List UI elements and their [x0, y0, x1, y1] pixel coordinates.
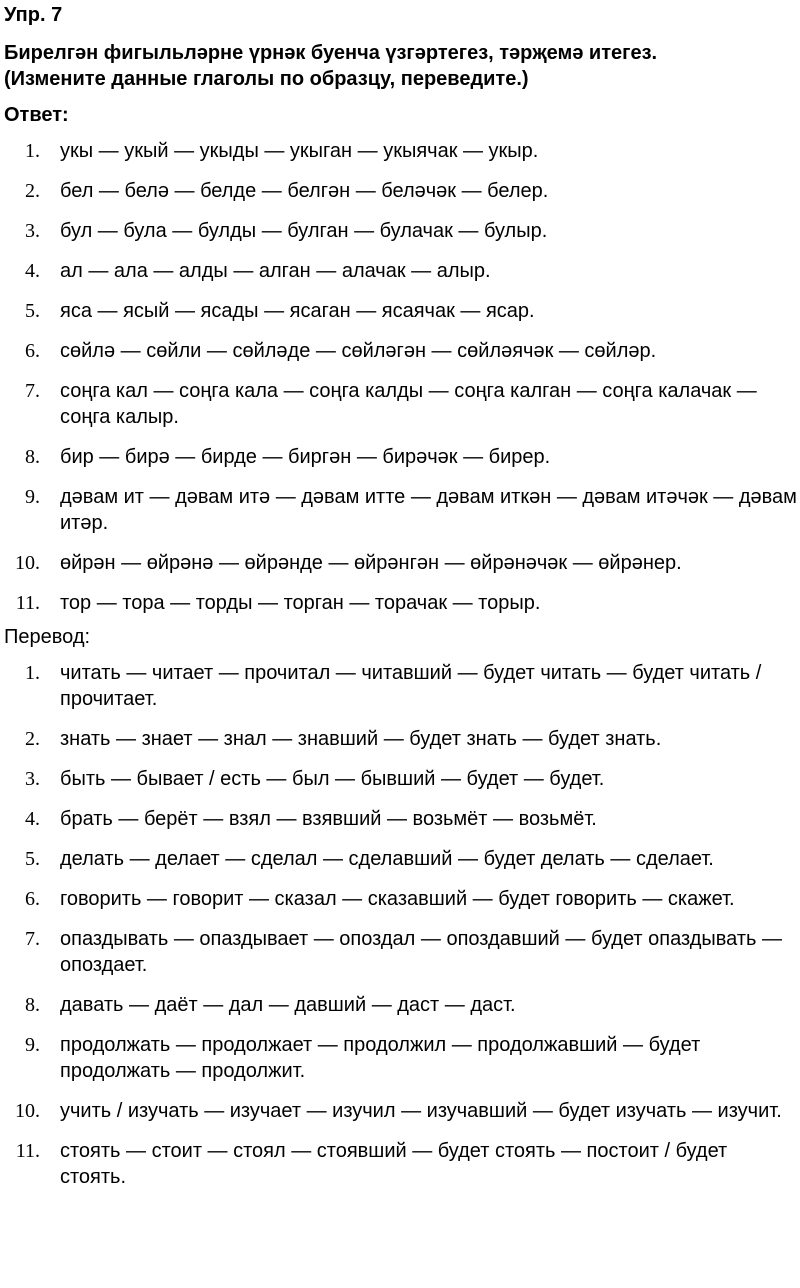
- translation-list: [4, 660, 798, 1190]
- item-text: укы — укый — укыды — укыган — укыячак — укыр.: [60, 140, 539, 162]
- translation-item: [4, 1098, 798, 1124]
- translation-item: [4, 886, 798, 912]
- item-number: 11.: [15, 1140, 40, 1162]
- item-text: яса — ясый — ясады — ясаган — ясаячак — ясар.: [60, 300, 535, 322]
- answer-list: [4, 138, 798, 616]
- answer-item: [4, 338, 798, 364]
- item-number: 10.: [15, 1100, 40, 1122]
- translation-item: [4, 926, 798, 978]
- item-number: 3.: [25, 768, 40, 790]
- item-text: бул — була — булды — булган — булачак — булыр.: [60, 220, 548, 242]
- item-number: 1.: [25, 662, 40, 684]
- task-instructions: [4, 40, 798, 92]
- item-text: тор — тора — торды — торган — торачак — торыр.: [60, 592, 541, 614]
- item-text: соңга кал — соңга кала — соңга калды — соңга калган — соңга калачак — соңга калыр.: [60, 380, 757, 428]
- translation-heading: Перевод:: [4, 626, 91, 648]
- item-text: стоять — стоит — стоял — стоявший — будет стоять — постоит / будет стоять.: [60, 1140, 728, 1188]
- item-number: 3.: [25, 220, 40, 242]
- answer-item: [4, 298, 798, 324]
- item-number: 4.: [25, 808, 40, 830]
- item-number: 2.: [25, 728, 40, 750]
- item-number: 11.: [15, 592, 40, 614]
- answer-item: [4, 178, 798, 204]
- answer-item: [4, 218, 798, 244]
- item-text: бир — бирә — бирде — биргән — бирәчәк — бирер.: [60, 446, 551, 468]
- answer-item: [4, 378, 798, 430]
- item-text: давать — даёт — дал — давший — даст — даст.: [60, 994, 516, 1016]
- item-number: 8.: [25, 994, 40, 1016]
- item-text: брать — берёт — взял — взявший — возьмёт — возьмёт.: [60, 808, 597, 830]
- translation-item: [4, 726, 798, 752]
- item-number: 7.: [25, 380, 40, 402]
- translation-item: [4, 660, 798, 712]
- item-number: 6.: [25, 340, 40, 362]
- answer-item: [4, 590, 798, 616]
- translation-item: [4, 806, 798, 832]
- item-text: дәвам ит — дәвам итә — дәвам итте — дәвам иткән — дәвам итәчәк — дәвам итәр.: [60, 486, 797, 534]
- item-number: 5.: [25, 300, 40, 322]
- item-number: 1.: [25, 140, 40, 162]
- item-text: өйрән — өйрәнә — өйрәнде — өйрәнгән — өйрәнәчәк — өйрәнер.: [60, 552, 682, 574]
- answer-item: [4, 484, 798, 536]
- item-text: ал — ала — алды — алган — алачак — алыр.: [60, 260, 491, 282]
- item-text: знать — знает — знал — знавший — будет знать — будет знать.: [60, 728, 662, 750]
- translation-item: [4, 766, 798, 792]
- item-text: делать — делает — сделал — сделавший — будет делать — сделает.: [60, 848, 714, 870]
- item-number: 8.: [25, 446, 40, 468]
- item-number: 2.: [25, 180, 40, 202]
- item-text: бел — белә — белде — белгән — беләчәк — белер.: [60, 180, 549, 202]
- exercise-title: Упр. 7: [4, 4, 63, 26]
- answer-heading: Ответ:: [4, 104, 69, 126]
- answer-item: [4, 550, 798, 576]
- item-number: 4.: [25, 260, 40, 282]
- item-text: продолжать — продолжает — продолжил — продолжавший — будет продолжать — продолжит.: [60, 1034, 701, 1082]
- translation-item: [4, 846, 798, 872]
- item-number: 7.: [25, 928, 40, 950]
- answer-item: [4, 258, 798, 284]
- item-text: опаздывать — опаздывает — опоздал — опоздавший — будет опаздывать — опоздает.: [60, 928, 782, 976]
- item-number: 6.: [25, 888, 40, 910]
- answer-item: [4, 444, 798, 470]
- item-text: быть — бывает / есть — был — бывший — будет — будет.: [60, 768, 605, 790]
- item-number: 9.: [25, 486, 40, 508]
- item-text: сөйлә — сөйли — сөйләде — сөйләгән — сөйләячәк — сөйләр.: [60, 340, 657, 362]
- item-text: говорить — говорит — сказал — сказавший — будет говорить — скажет.: [60, 888, 735, 910]
- item-text: читать — читает — прочитал — читавший — будет читать — будет читать / прочитает.: [60, 662, 762, 710]
- item-number: 10.: [15, 552, 40, 574]
- task-tatar: Бирелгән фигыльләрне үрнәк буенча үзгәртегез, тәрҗемә итегез.: [4, 42, 658, 64]
- translation-item: [4, 1138, 798, 1190]
- answer-item: [4, 138, 798, 164]
- task-russian: (Измените данные глаголы по образцу, переведите.): [4, 68, 529, 90]
- translation-item: [4, 1032, 798, 1084]
- document-page: [4, 0, 798, 1190]
- item-number: 5.: [25, 848, 40, 870]
- item-text: учить / изучать — изучает — изучил — изучавший — будет изучать — изучит.: [60, 1100, 782, 1122]
- translation-item: [4, 992, 798, 1018]
- item-number: 9.: [25, 1034, 40, 1056]
